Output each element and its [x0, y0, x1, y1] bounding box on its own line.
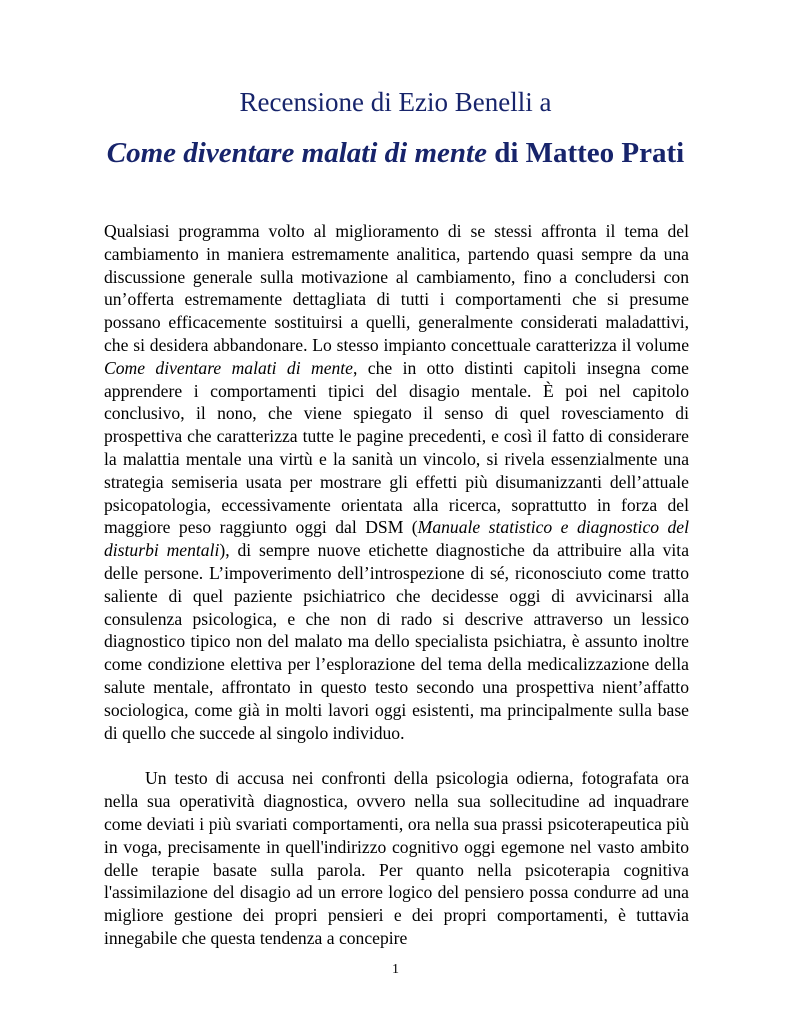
paragraph-1 [104, 220, 689, 744]
paragraph-1-part-1: Qualsiasi programma volto al miglioramento di se stessi affronta il tema del cambiamento in maniera estremamente analitica, partendo quasi sempre da una discussione generale sulla motivazione al cambiamento, fino a concludersi con un’offerta estremamente dettagliata di tutti i comportamenti che si presume possano efficacemente sostituirsi a quelli, generalmente considerati maladattivi, che si desidera abbandonare. Lo stesso impianto concettuale caratterizza il volume [104, 221, 689, 355]
book-title: Come diventare malati di mente [106, 137, 487, 169]
page-number: 1 [392, 962, 399, 977]
body-text [104, 220, 689, 950]
paragraph-1-book-title: Come diventare malati di mente [104, 357, 353, 378]
paragraph-2: Un testo di accusa nei confronti della psicologia odierna, fotografata ora nella sua operatività diagnostica, ovvero nella sua sollecitudine ad inquadrare come deviati i più svariati comportamenti, ora nella sua prassi psicoterapeutica più in voga, precisamente in quell'indirizzo cognitivo oggi egemone nel vasto ambito delle terapie basate sulla parola. Per quanto nella psicoterapia cognitiva l'assimilazione del disagio ad un errore logico del pensiero possa condurre ad una migliore gestione dei propri pensieri e dei propri comportamenti, è tuttavia innegabile che questa tendenza a concepire [104, 768, 689, 948]
paragraph-1-dsm-title: Manuale statistico e diagnostico del disturbi mentali [104, 517, 690, 561]
paragraph-1-part-3: ), di sempre nuove etichette diagnostiche da attribuire alla vita delle persone. L’impoverimento dell’introspezione di sé, riconosciuto come tratto saliente di quel paziente psichiatrico che decidesse oggi di avvicinarsi alla consulenza psicologica, e che non di rado si descrive attraverso un lessico diagnostico tipico non del malato ma dello specialista psichiatra, è assunto inoltre come condizione elettiva per l’esplorazione del tema della medicalizzazione della salute mentale, affrontato in questo testo secondo una prospettiva nient’affatto sociologica, come già in molti lavori oggi esistenti, ma principalmente sulla base di quello che succede al singolo individuo. [104, 540, 689, 743]
author-name: di Matteo Prati [486, 137, 685, 169]
paragraph-1-part-2: , che in otto distinti capitoli insegna come apprendere i comportamenti tipici del disagio mentale. È poi nel capitolo conclusivo, il nono, che viene spiegato il senso di quel rovesciamento di prospettiva che caratterizza tutte le pagine precedenti, e così il fatto di considerare la malattia mentale una virtù e la sanità un vincolo, si rivela essenzialmente una strategia semiseria usata per mostrare gli effetti più disumanizzanti dell’attuale psicopatologia, eccessivamente orientata alla ricerca, soprattutto in forza del maggiore peso raggiunto oggi dal DSM ( [104, 357, 689, 538]
title-line-2 [0, 134, 791, 172]
title-line-1: Recensione di Ezio Benelli a [239, 87, 552, 117]
